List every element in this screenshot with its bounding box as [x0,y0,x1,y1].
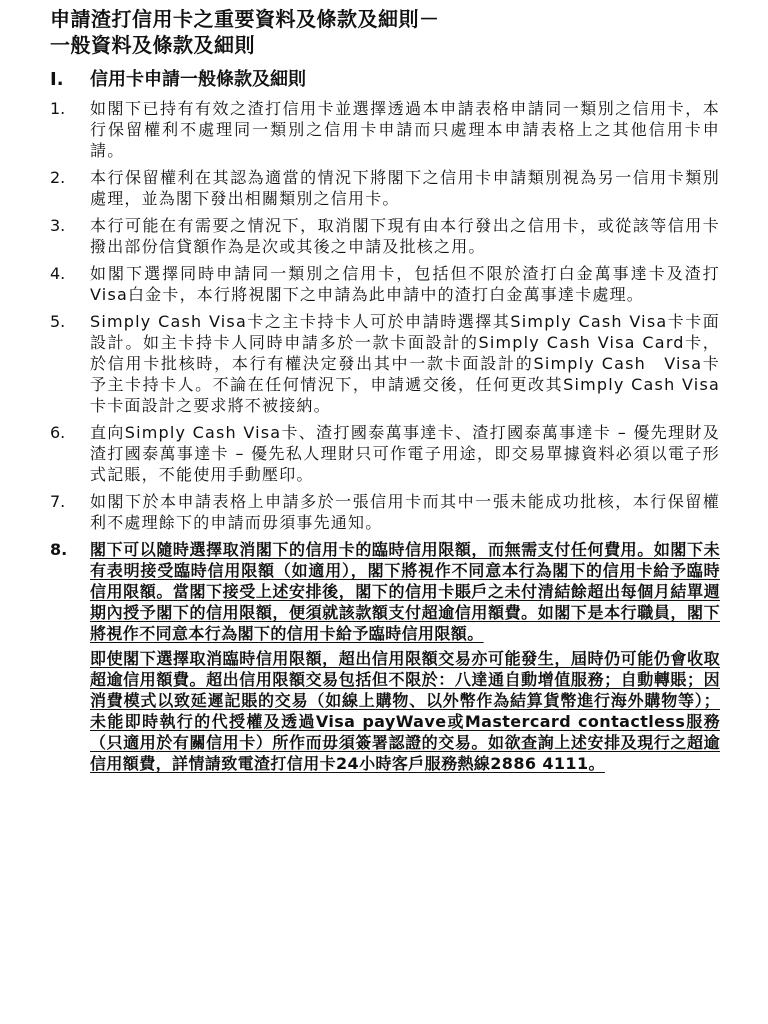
clause-6 [50,422,720,485]
clause-8 [50,539,720,774]
clause-number: 2. [50,168,66,187]
clause-text: Simply Cash Visa卡之主卡持卡人可於申請時選擇其Simply Cash Visa卡卡面設計。如主卡持卡人同時申請多於一款卡面設計的Simply Cash Visa Card卡，於信用卡批核時，本行有權決定發出其中一款卡面設計的Simply Cash Visa卡予主卡持卡人。不論在任何情況下，申請遞交後，任何更改其Simply Cash Visa卡卡面設計之要求將不被接納。 [90,312,720,415]
clause-text: 如閣下選擇同時申請同一類別之信用卡，包括但不限於渣打白金萬事達卡及渣打Visa白金卡，本行將視閣下之申請為此申請中的渣打白金萬事達卡處理。 [90,264,720,304]
clause-text: 本行可能在有需要之情況下，取消閣下現有由本行發出之信用卡，或從該等信用卡撥出部份信貸額作為是次或其後之申請及批核之用。 [90,216,720,256]
clause-paragraph-overlimit-transactions: 即使閣下選擇取消臨時信用限額，超出信用限額交易亦可能發生，屆時仍可能仍會收取超逾信用額費。超出信用限額交易包括但不限於：八達通自動增值服務；自動轉賬；因消費模式以致延遲記賬的交易（如線上購物、以外幣作為結算貨幣進行海外購物等）；未能即時執行的代授權及透過Visa payWave或Mastercard contactless服務（只適用於有關信用卡）所作而毋須簽署認證的交易。如欲查詢上述安排及現行之超逾信用額費，詳情請致電渣打信用卡24小時客戶服務熱線2886 4111。 [90,649,720,773]
clause-number: 4. [50,264,66,283]
clause-2 [50,167,720,209]
clause-text: 如閣下於本申請表格上申請多於一張信用卡而其中一張未能成功批核，本行保留權利不處理餘下的申請而毋須事先通知。 [90,492,720,532]
section-heading [50,68,720,92]
clause-number: 7. [50,492,66,511]
clause-list [50,98,720,774]
clause-number: 5. [50,312,66,331]
clause-number: 3. [50,216,66,235]
clause-text: 本行保留權利在其認為適當的情況下將閣下之信用卡申請類別視為另一信用卡類別處理，並為閣下發出相關類別之信用卡。 [90,168,720,208]
clause-number: 6. [50,423,66,442]
clause-text [90,539,720,774]
clause-4 [50,263,720,305]
clause-number: 1. [50,99,66,118]
clause-1 [50,98,720,161]
document-title: 申請渣打信用卡之重要資料及條款及細則－ 一般資料及條款及細則 [50,7,440,57]
clause-5 [50,311,720,416]
clause-text: 如閣下已持有有效之渣打信用卡並選擇透過本申請表格申請同一類別之信用卡，本行保留權利不處理同一類別之信用卡申請而只處理本申請表格上之其他信用卡申請。 [90,99,720,160]
section-title: 信用卡申請一般條款及細則 [90,69,306,90]
section-number: I. [50,69,64,90]
clause-3 [50,215,720,257]
clause-paragraph-temporary-limit: 閣下可以隨時選擇取消閣下的信用卡的臨時信用限額，而無需支付任何費用。如閣下未有表明接受臨時信用限額（如適用），閣下將視作不同意本行為閣下的信用卡給予臨時信用限額。當閣下接受上述安排後，閣下的信用卡賬戶之未付清結餘超出每個月結單週期內授予閣下的信用限額，便須就該款額支付超逾信用額費。如閣下是本行職員，閣下將視作不同意本行為閣下的信用卡給予臨時信用限額。 [90,540,720,643]
clause-7 [50,491,720,533]
clause-text: 直向Simply Cash Visa卡、渣打國泰萬事達卡、渣打國泰萬事達卡 – 優先理財及渣打國泰萬事達卡 – 優先私人理財只可作電子用途，即交易單據資料必須以電子形式記賬，不能使用手動壓印。 [90,423,720,484]
clause-number: 8. [50,540,68,559]
